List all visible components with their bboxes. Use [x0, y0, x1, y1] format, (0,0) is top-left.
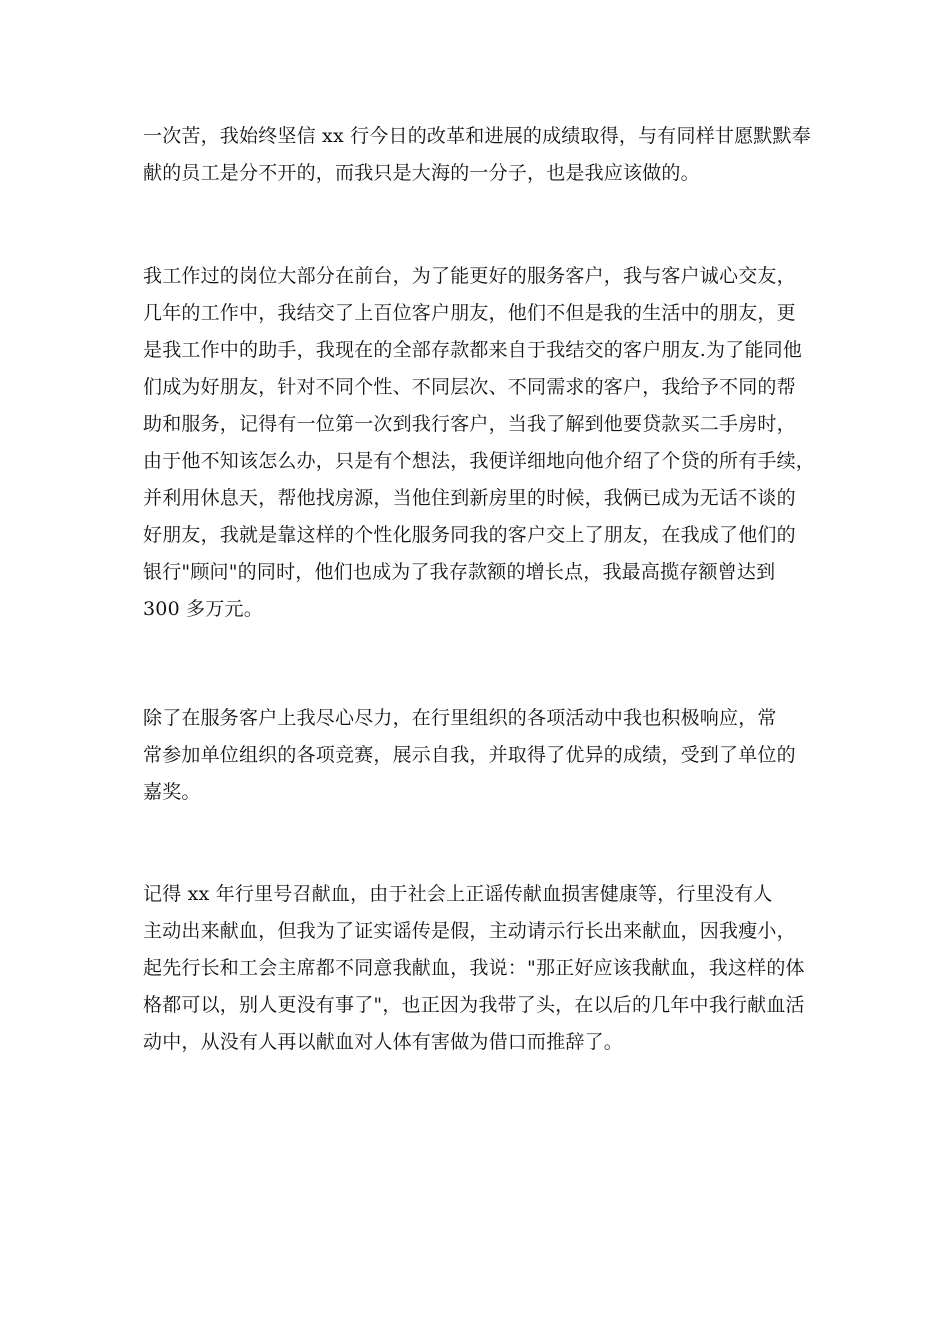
- text-line: 主动出来献血，但我为了证实谣传是假，主动请示行长出来献血，因我瘦小，: [143, 920, 796, 942]
- paragraph-4: [143, 876, 833, 1061]
- paragraph-2: [143, 258, 833, 628]
- text-line: 献的员工是分不开的，而我只是大海的一分子，也是我应该做的。: [143, 162, 700, 184]
- text-line: 由于他不知该怎么办，只是有个想法，我便详细地向他介绍了个贷的所有手续，: [143, 450, 816, 472]
- text-line: 记得 xx 年行里号召献血，由于社会上正谣传献血损害健康等，行里没有人: [143, 883, 773, 905]
- paragraph-1: [143, 118, 833, 192]
- text-line: 常参加单位组织的各项竞赛，展示自我，并取得了优异的成绩，受到了单位的: [143, 744, 796, 766]
- text-line: 们成为好朋友，针对不同个性、不同层次、不同需求的客户，我给予不同的帮: [143, 376, 796, 398]
- text-line: 助和服务，记得有一位第一次到我行客户，当我了解到他要贷款买二手房时，: [143, 413, 796, 435]
- text-line: 并利用休息天，帮他找房源，当他住到新房里的时候，我俩已成为无话不谈的: [143, 487, 796, 509]
- text-line: 一次苦，我始终坚信 xx 行今日的改革和进展的成绩取得，与有同样甘愿默默奉: [143, 125, 811, 147]
- text-line: 银行"顾问"的同时，他们也成为了我存款额的增长点，我最高揽存额曾达到: [143, 561, 776, 583]
- text-line: 是我工作中的助手，我现在的全部存款都来自于我结交的客户朋友.为了能同他: [143, 339, 803, 361]
- text-line: 动中，从没有人再以献血对人体有害做为借口而推辞了。: [143, 1031, 624, 1053]
- text-line: 300 多万元。: [143, 598, 263, 620]
- paragraph-3: [143, 700, 833, 811]
- text-line: 我工作过的岗位大部分在前台，为了能更好的服务客户，我与客户诚心交友，: [143, 265, 796, 287]
- text-line: 嘉奖。: [143, 781, 201, 803]
- text-line: 起先行长和工会主席都不同意我献血，我说："那正好应该我献血，我这样的体: [143, 957, 805, 979]
- text-line: 格都可以，别人更没有事了"，也正因为我带了头，在以后的几年中我行献血活: [143, 994, 805, 1016]
- text-line: 除了在服务客户上我尽心尽力，在行里组织的各项活动中我也积极响应，常: [143, 707, 777, 729]
- text-line: 好朋友，我就是靠这样的个性化服务同我的客户交上了朋友，在我成了他们的: [143, 524, 796, 546]
- text-line: 几年的工作中，我结交了上百位客户朋友，他们不但是我的生活中的朋友，更: [143, 302, 796, 324]
